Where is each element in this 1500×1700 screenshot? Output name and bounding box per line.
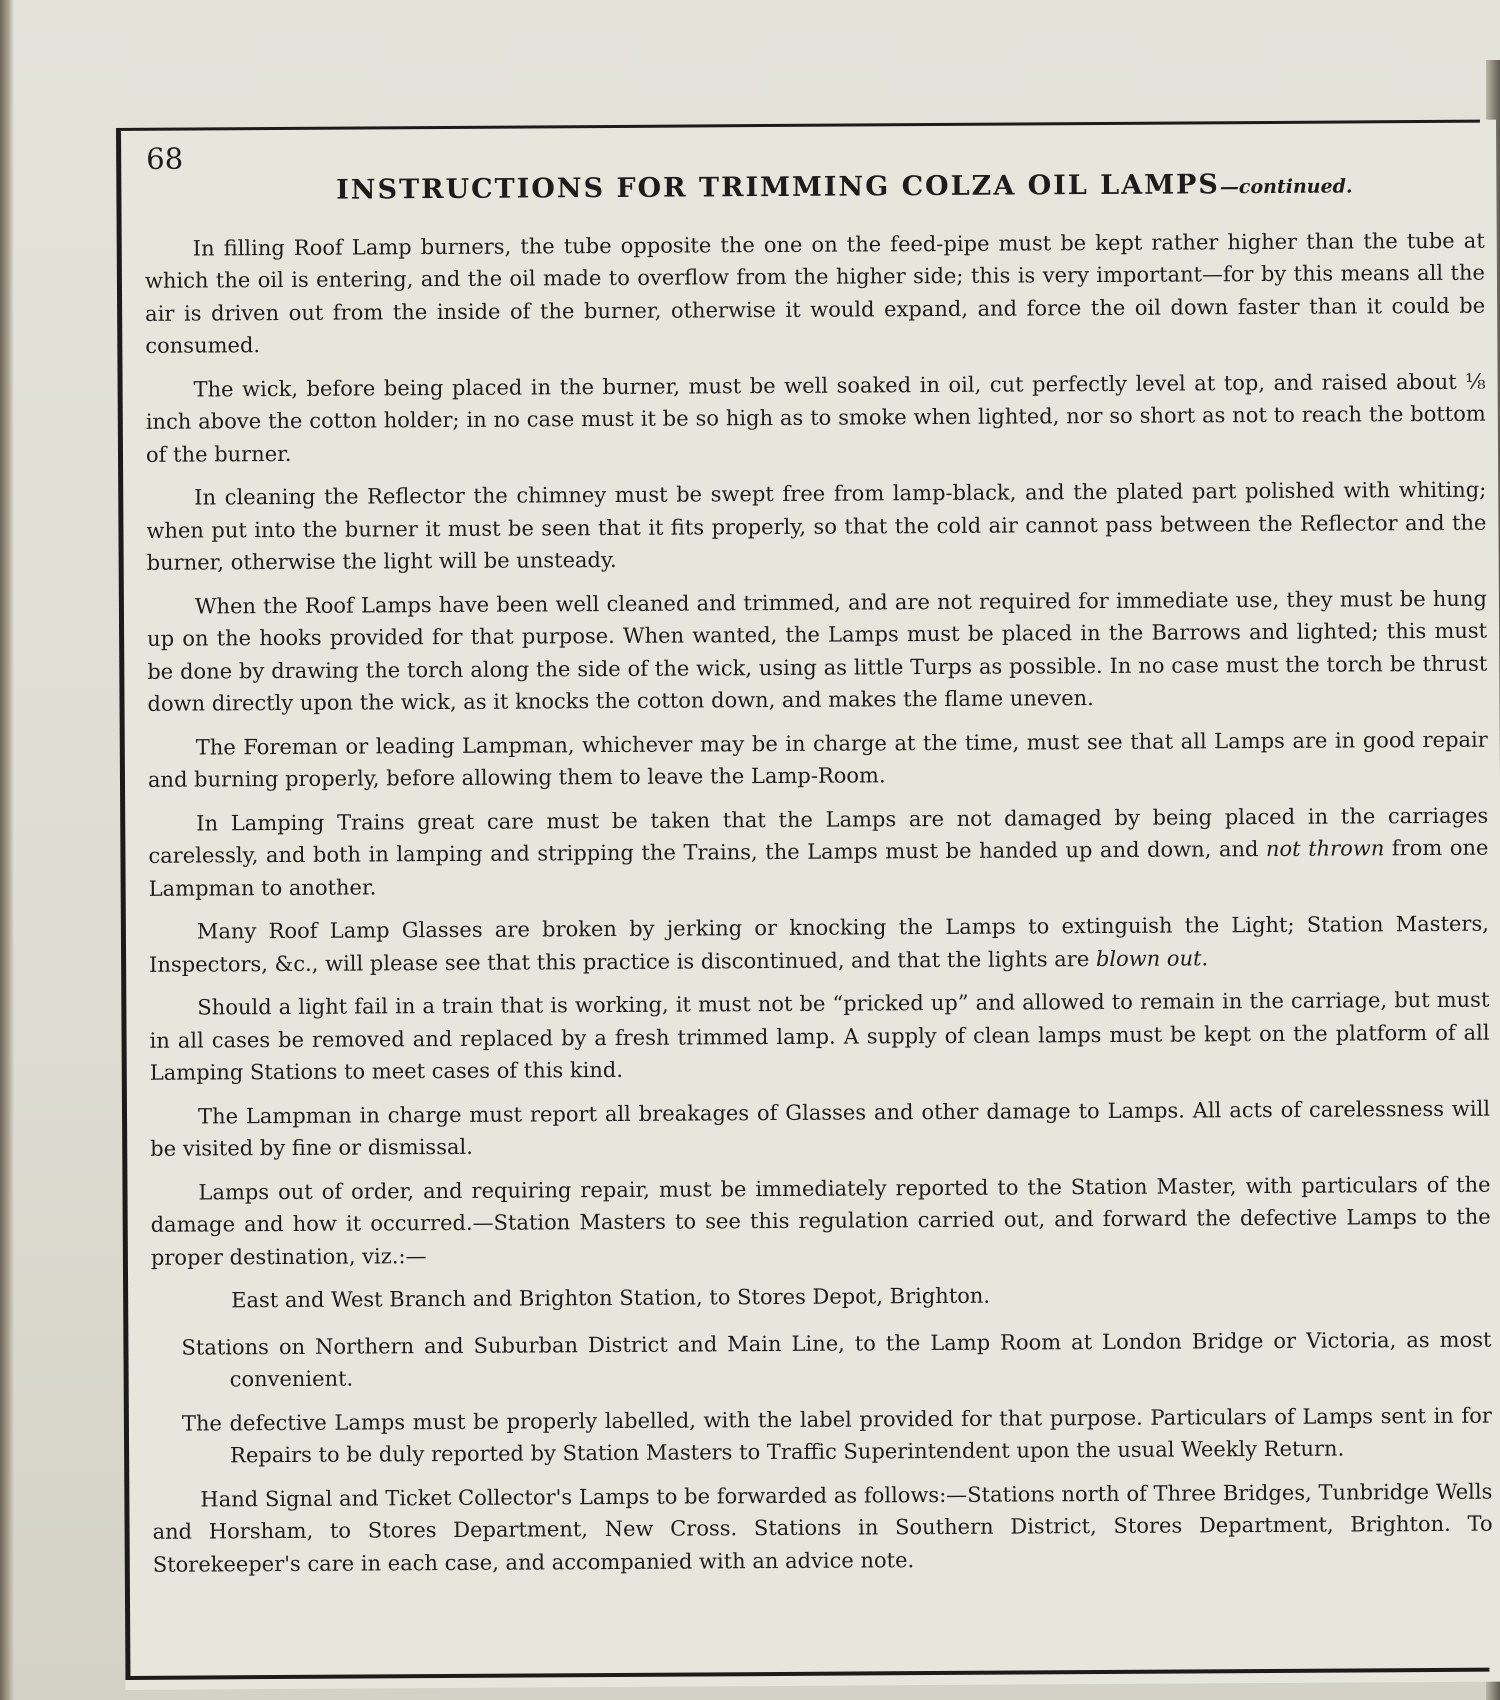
paragraph-lamping-trains <box>148 799 1489 905</box>
paragraph-roof-lamps-storage: When the Roof Lamps have been well cleaned and trimmed, and are not required for immediate use, they must be hung up on the hooks provided for that purpose. When wanted, the Lamps must be placed in the Barrows and lighted; this must be done by drawing the torch along the side of the wick, using as little Turps as possible. In no case must the torch be thrust down directly upon the wick, as it knocks the cotton down, and makes the flame uneven. <box>147 586 1488 716</box>
lamping-text-after: from one Lampman to another. <box>148 835 1489 901</box>
paragraph-breakages: The Lampman in charge must report all breakages of Glasses and other damage to Lamps. All acts of carelessness will be visited by fine or dismissal. <box>150 1096 1491 1161</box>
page-heading <box>144 168 1484 211</box>
glasses-emphasis: blown out <box>1095 945 1202 971</box>
lamping-text-before: In Lamping Trains great care must be taken that the Lamps are not damaged by being placed in the carriages carelessly, and both in lamping and stripping the Trains, the Lamps must be handed up and down, and <box>148 803 1489 868</box>
book-binding-shadow <box>0 0 14 1700</box>
paragraph-roof-lamp-glasses <box>149 908 1489 981</box>
glasses-text-after: . <box>1201 945 1209 970</box>
page-body <box>144 140 1493 1592</box>
heading-continued: —continued. <box>1219 175 1353 199</box>
lamping-emphasis: not thrown <box>1265 836 1385 861</box>
paragraph-wick: The wick, before being placed in the burner, must be well soaked in oil, cut perfectly level at top, and raised about ⅛ inch above the cotton holder; in no case must it be so high as to smoke when lighted, nor so short as not to reach the bottom of the burner. <box>145 369 1486 467</box>
heading-title: INSTRUCTIONS FOR TRIMMING COLZA OIL LAMPS <box>336 169 1220 206</box>
destination-labelling: The defective Lamps must be properly labelled, with the label provided for that purpose. Particulars of Lamps sent in for Repairs to be duly reported by Station Masters to Traffic Superintendent upon the usual Weekly Return. <box>181 1403 1492 1468</box>
destination-northern-suburban: Stations on Northern and Suburban District and Main Line, to the Lamp Room at London Bridge or Victoria, as most convenient. <box>181 1327 1492 1392</box>
paragraph-repair: Lamps out of order, and requiring repair, must be immediately reported to the Station Master, with particulars of the damage and how it occurred.—Station Masters to see this regulation carried out, and forward the defective Lamps to the proper destination, viz.:— <box>150 1172 1491 1270</box>
paragraph-light-fail: Should a light fail in a train that is working, it must not be “pricked up” and allowed to remain in the carriage, but must in all cases be removed and replaced by a fresh trimmed lamp. A supply of clean lamps must be kept on the platform of all Lamping Stations to meet cases of this kind. <box>149 987 1490 1085</box>
paragraph-reflector: In cleaning the Reflector the chimney must be swept free from lamp-black, and the plated part polished with whiting; when put into the burner it must be seen that it fits properly, so that the cold air cannot pass between the Reflector and the burner, otherwise the light will be unsteady. <box>146 477 1487 575</box>
book-page <box>116 120 1500 1690</box>
destination-east-west: East and West Branch and Brighton Station, to Stores Depot, Brighton. <box>231 1283 991 1313</box>
paragraph-hand-signal-lamps: Hand Signal and Ticket Collector's Lamps to be forwarded as follows:—Stations north of Three Bridges, Tunbridge Wells and Horsham, to Stores Department, New Cross. Stations in Southern District, Stores Department, Brighton. To Storekeeper's care in each case, and accompanied with an advice note. <box>152 1479 1493 1577</box>
paragraph-filling-burners: In filling Roof Lamp burners, the tube opposite the one on the feed-pipe must be kept rather higher than the tube at which the oil is entering, and the oil made to overflow from the higher side; this is very important—for by this means all the air is driven out from the inside of the burner, otherwise it would expand, and force the oil down faster than it could be consumed. <box>144 228 1486 358</box>
glasses-text-before: Many Roof Lamp Glasses are broken by jerking or knocking the Lamps to extinguish the Light; Station Masters, Inspectors, &c., will please see that this practice is discontinued, and that the lights are <box>149 911 1489 977</box>
paragraph-foreman: The Foreman or leading Lampman, whichever may be in charge at the time, must see that all Lamps are in good repair and burning properly, before allowing them to leave the Lamp-Room. <box>147 727 1488 792</box>
page-number: 68 <box>146 141 184 176</box>
